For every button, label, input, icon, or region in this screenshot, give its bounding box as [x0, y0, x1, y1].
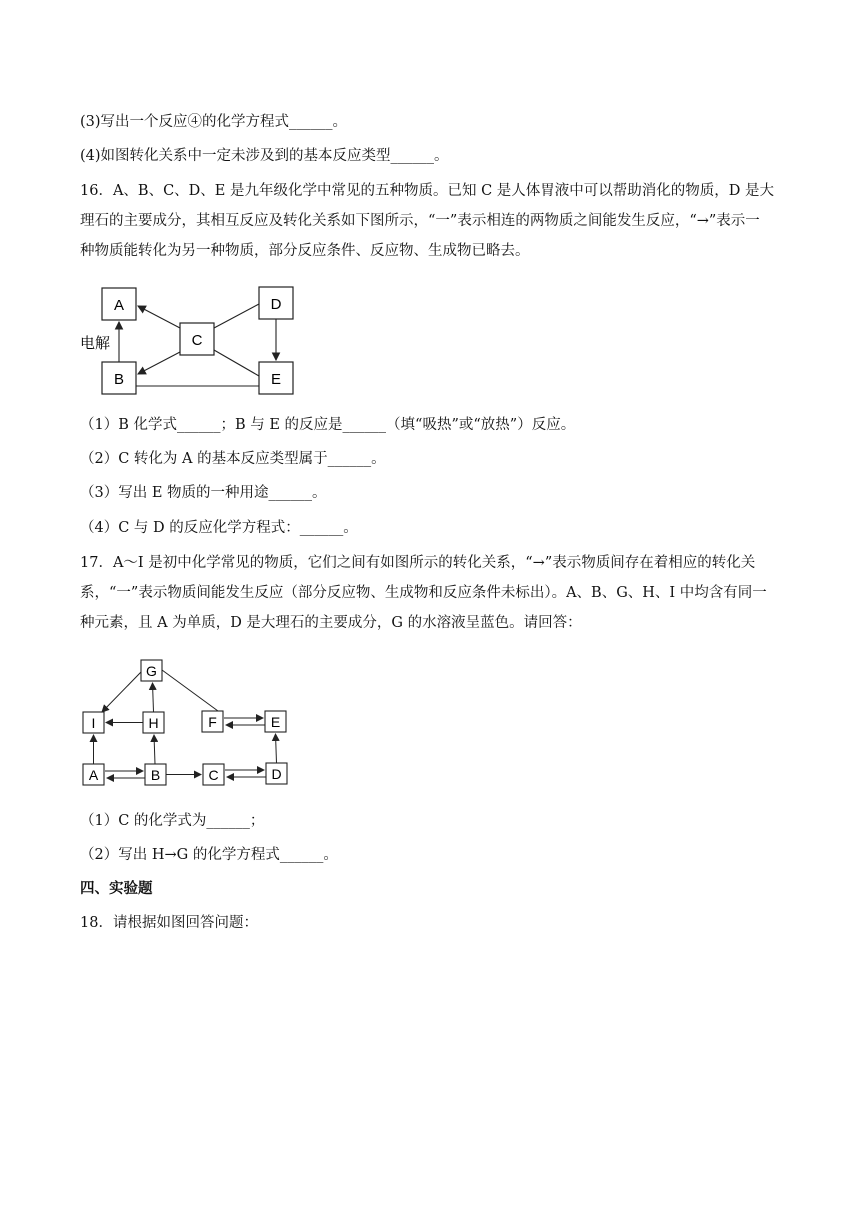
q17-node-e-label: E — [270, 714, 281, 730]
q17-edge-g-to-i — [102, 672, 141, 712]
q17-stem-line: 17．A～I 是初中化学常见的物质，它们之间有如图所示的转化关系，“→”表示物质间存在着相应的转化关 — [80, 555, 756, 571]
q16-edge-c-to-a — [138, 306, 180, 328]
q17-edge-b-to-h — [154, 735, 155, 764]
q16-sub3: （3）写出 E 物质的一种用途______。 — [80, 485, 327, 501]
q16-stem-line: 种物质能转化为另一种物质，部分反应条件、反应物、生成物已略去。 — [80, 243, 530, 259]
q17-node-c-label: C — [208, 767, 219, 783]
q17-node-a-label: A — [88, 767, 99, 783]
q17-sub2: （2）写出 H→G 的化学方程式______。 — [80, 847, 338, 863]
q17-stem-line: 种元素，且 A 为单质，D 是大理石的主要成分，G 的水溶液呈蓝色。请回答： — [80, 615, 582, 631]
q16-stem-line: 16．A、B、C、D、E 是九年级化学中常见的五种物质。已知 C 是人体胃液中可以帮助消化的物质，D 是大 — [80, 183, 775, 199]
q16-sub1: （1）B 化学式______；B 与 E 的反应是______（填“吸热”或“放热”）反应。 — [80, 417, 576, 433]
q17-node-b-label: B — [150, 767, 161, 783]
q17-node-f-label: F — [208, 714, 217, 730]
q16-node-a-label: A — [113, 297, 125, 314]
q16-sub2: （2）C 转化为 A 的基本反应类型属于______。 — [80, 451, 386, 467]
q16-edge-c-to-b — [138, 352, 180, 374]
q15-sub4: (4)如图转化关系中一定未涉及到的基本反应类型______。 — [80, 148, 449, 164]
q17-node-h-label: H — [148, 715, 159, 731]
q18-stem: 18．请根据如图回答问题： — [80, 915, 258, 931]
q17-edge-h-to-g — [153, 683, 154, 712]
q17-stem-line: 系，“一”表示物质间能发生反应（部分反应物、生成物和反应条件未标出）。A、B、G、H、I 中均含有同一 — [80, 585, 767, 601]
q17-node-g-label: G — [146, 663, 157, 679]
q17-sub1: （1）C 的化学式为______； — [80, 813, 265, 829]
q16-node-d-label: D — [270, 296, 282, 313]
q16-stem — [80, 176, 785, 266]
q17-node-d-label: D — [271, 766, 282, 782]
q16-edge-c-d — [214, 304, 259, 328]
q16-diagram — [78, 282, 298, 402]
q16-node-b-label: B — [113, 371, 125, 388]
q17-diagram — [78, 656, 298, 792]
q16-node-e-label: E — [270, 371, 282, 388]
q17-node-i-label: I — [91, 715, 96, 731]
q16-stem-line: 理石的主要成分，其相互反应及转化关系如下图所示，“一”表示相连的两物质之间能发生反应，“→”表示一 — [80, 213, 760, 229]
q16-edge-c-e — [214, 350, 259, 376]
q17-edge-d-to-e — [276, 734, 277, 763]
q16-edge-label: 电解 — [80, 335, 111, 352]
q15-sub3: (3)写出一个反应④的化学方程式______。 — [80, 114, 348, 130]
q16-node-c-label: C — [191, 332, 203, 349]
q16-sub4: （4）C 与 D 的反应化学方程式：______。 — [80, 520, 358, 536]
q17-stem — [80, 548, 785, 638]
q17-edge-g-f — [162, 670, 218, 711]
section-heading: 四、实验题 — [80, 880, 153, 897]
